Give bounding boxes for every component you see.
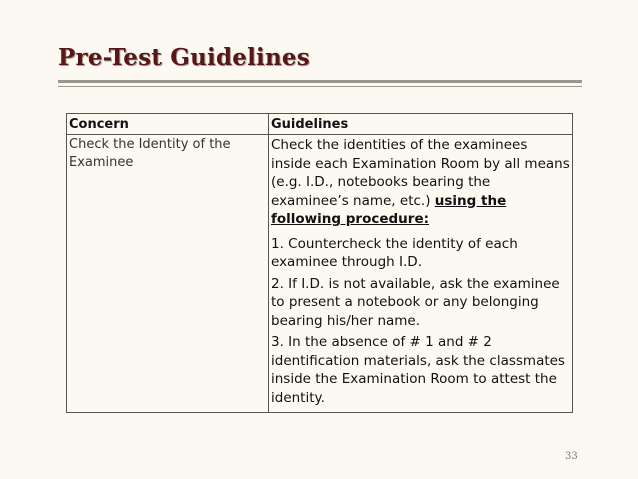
guideline-procedure-label: using the following procedure: xyxy=(271,192,507,227)
procedure-step-2: 2. If I.D. is not available, ask the examinee to present a notebook or any belonging bearing his/her name. xyxy=(271,275,560,329)
guideline-intro xyxy=(271,136,570,229)
guidelines-cell xyxy=(269,135,573,413)
procedure-step-3: 3. In the absence of # 1 and # 2 identification materials, ask the classmates inside the Examination Room to attest the identity. xyxy=(271,334,565,406)
procedure-step-1: 1. Countercheck the identity of each examinee through I.D. xyxy=(271,235,518,270)
guideline-intro-text: Check the identities of the examinees inside each Examination Room by all means (e.g. I.D., notebooks bearing the examinee’s name, etc.) xyxy=(271,137,570,209)
page-number: 33 xyxy=(565,451,578,462)
column-header-guidelines: Guidelines xyxy=(269,114,573,135)
table-header-row xyxy=(67,114,573,135)
title-divider-thick xyxy=(58,80,582,83)
title-divider-thin xyxy=(58,86,582,87)
column-header-concern: Concern xyxy=(67,114,269,135)
slide-title: Pre-Test Guidelines xyxy=(58,44,310,71)
guidelines-table xyxy=(66,113,573,413)
table-row xyxy=(67,135,573,413)
concern-cell: Check the Identity of the Examinee xyxy=(67,135,269,413)
